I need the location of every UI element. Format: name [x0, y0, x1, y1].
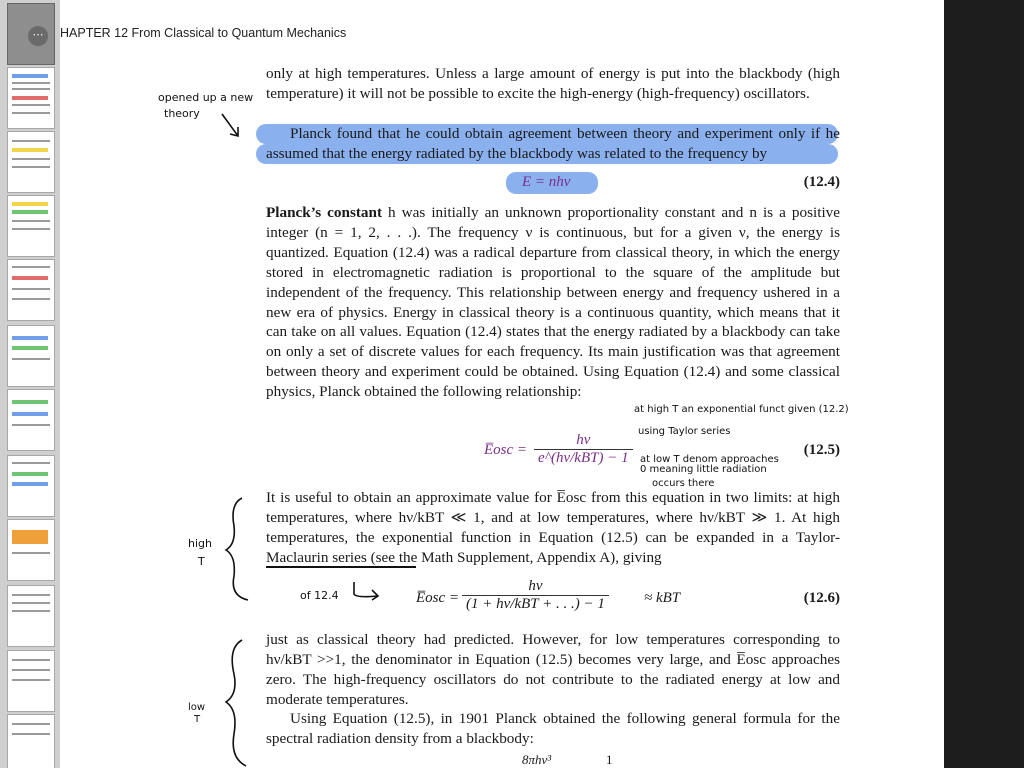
- document-page: [60, 0, 944, 768]
- equation-fragment: 1: [606, 752, 613, 767]
- annotation-high-t-label: T: [198, 555, 205, 568]
- thumbnail-page-2[interactable]: [7, 67, 55, 129]
- equation-fraction: [462, 578, 609, 613]
- paragraph-3: Planck’s constant h was initially an unknown proportionality constant and n is a positive integer (n = 1, 2, . . .). The frequency ν is continuous, but for a given ν, the energy is quantized. Equation (12.4) was a radical departure from classical theory, in which the energy stored in electromagnetic radiation is proportional to the square of the amplitude but independent of the frequency. This relationship between energy and frequency ushered in a new era of physics. Energy in classical theory is a continuous quantity, which means that it can take on all values. Equation (12.4) states that the energy radiated by a blackbody can take on only a set of discrete values for each frequency. Its main justification was that agreement between theory and experiment could be obtained. Using Equation (12.4) and some classical physics, Planck obtained the following relationship:: [266, 204, 840, 401]
- annotation-arrow: [350, 580, 384, 602]
- paragraph-1: only at high temperatures. Unless a large amount of energy is put into the blackbody (high temperature) it will not be possible to excite the high-energy (high-frequency) oscillators.: [266, 65, 840, 102]
- annotation-low-t-label: T: [194, 714, 201, 725]
- annotation-arrow: [220, 112, 244, 140]
- annotation-brace-high: [224, 496, 252, 604]
- thumbnail-page-10[interactable]: [7, 585, 55, 647]
- right-panel-strip: [944, 0, 1024, 768]
- annotation-low-label: low: [188, 702, 206, 713]
- handwritten-underline: [266, 566, 416, 568]
- thumbnail-page-8[interactable]: [7, 455, 55, 517]
- fraction-numerator: hν: [534, 432, 633, 450]
- paragraph-5: just as classical theory had predicted. However, for low temperatures corresponding to hν/kBT >>1, the denominator in Equation (12.5) becomes very large, and E̅osc approaches zero. The high-frequency oscillators do not contribute to the radiated energy at low and moderate temperatures.: [266, 631, 840, 708]
- fraction-denominator: (1 + hν/kBT + . . .) − 1: [466, 596, 605, 612]
- equation-fragment: 8πhν³: [522, 752, 552, 767]
- equation-number: (12.4): [803, 174, 840, 190]
- annotation-little-radiation: 0 meaning little radiation: [640, 464, 767, 475]
- thumbnail-page-9[interactable]: [7, 519, 55, 581]
- thumbnail-page-7[interactable]: [7, 389, 55, 451]
- annotation-occurs: occurs there: [652, 478, 715, 489]
- fraction-denominator: e^(hν/kBT) − 1: [538, 450, 629, 466]
- paragraph-4: It is useful to obtain an approximate value for E̅osc from this equation in two limits: at high temperatures, where hν/kBT ≪ 1, and at low temperatures, where hν/kBT ≫ 1. At high temperatures, the exponential function in Equation (12.5) can be expanded in a Taylor-Maclaurin series (see the Math Supplement, Appendix A), giving: [266, 489, 840, 566]
- fraction-numerator: hν: [462, 578, 609, 596]
- thumbnail-page-12[interactable]: [7, 714, 55, 768]
- equation-lhs: E̅osc =: [416, 590, 460, 606]
- equation-rhs: ≈ kBT: [644, 590, 681, 606]
- thumbnail-page-3[interactable]: [7, 131, 55, 193]
- equation-number: (12.5): [803, 442, 840, 458]
- more-options-icon[interactable]: ⋯: [28, 26, 48, 46]
- equation-fraction: [534, 432, 633, 467]
- paragraph-2: Planck found that he could obtain agreement between theory and experiment only if he assumed that the energy radiated by the blackbody was related to the frequency by: [266, 125, 840, 162]
- annotation-theory: theory: [164, 107, 200, 120]
- thumbnail-page-5[interactable]: [7, 259, 55, 321]
- annotation-brace-low: [224, 638, 252, 768]
- annotation-high-t: at high T an exponential funct given (12.2): [634, 404, 849, 415]
- thumbnail-page-6[interactable]: [7, 325, 55, 387]
- thumbnail-page-11[interactable]: [7, 650, 55, 712]
- thumbnail-page-1[interactable]: [7, 3, 55, 65]
- paragraph-6: Using Equation (12.5), in 1901 Planck obtained the following general formula for the spectral radiation density from a blackbody:: [266, 710, 840, 747]
- annotation-high-label: high: [188, 537, 212, 550]
- term-bold: Planck’s constant: [266, 204, 383, 221]
- thumbnail-page-4[interactable]: [7, 195, 55, 257]
- annotation-of-ref: of 12.4: [300, 589, 339, 602]
- annotation-opened-up: opened up a new: [158, 91, 254, 104]
- annotation-taylor: using Taylor series: [638, 426, 731, 437]
- thumbnail-sidebar: [0, 0, 61, 768]
- annotation-low-t: at low T denom approaches: [640, 454, 779, 465]
- equation-expression: E = nhν: [522, 174, 571, 190]
- equation-lhs: E̅osc =: [484, 442, 528, 458]
- chapter-header: HAPTER 12 From Classical to Quantum Mechanics: [60, 26, 347, 40]
- equation-number: (12.6): [803, 590, 840, 606]
